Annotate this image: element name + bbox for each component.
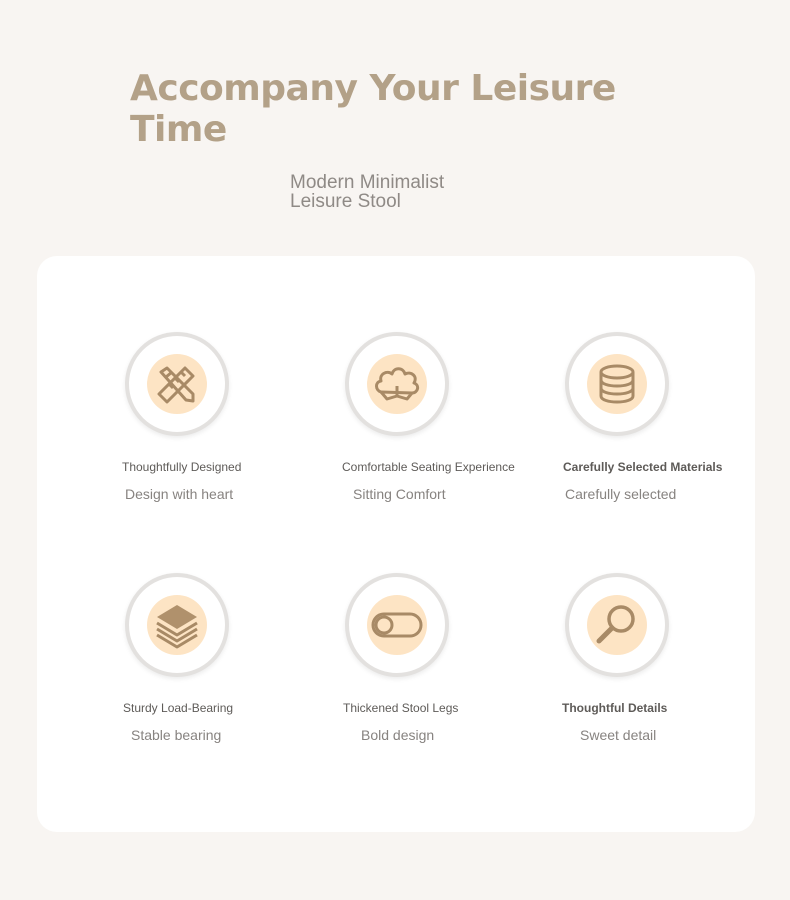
feature-item-designed [122,332,345,532]
feature-title: Thoughtful Details [562,701,668,715]
feature-item-seating [342,332,565,532]
feature-desc: Stable bearing [131,727,222,743]
hero-title: Accompany Your Leisure Time [130,68,616,150]
feature-item-load-bearing [125,573,345,773]
layers-icon [147,595,207,655]
feature-icon-ring [125,332,229,436]
features-card [37,256,755,832]
feature-icon-ring [345,573,449,677]
feature-icon-ring [565,573,669,677]
feature-desc: Sitting Comfort [353,486,446,502]
feature-title: Thickened Stool Legs [343,701,459,715]
ruler-pencil-icon [147,354,207,414]
material-stack-icon [587,354,647,414]
cotton-icon [367,354,427,414]
feature-desc: Sweet detail [580,727,657,743]
hero-subtitle-line2: Leisure Stool [290,191,401,212]
feature-title: Thoughtfully Designed [122,460,242,474]
feature-title: Comfortable Seating Experience [342,460,515,474]
feature-item-stool-legs [345,573,565,773]
feature-item-materials [565,332,785,532]
feature-item-details [562,573,785,773]
feature-icon-ring [125,573,229,677]
feature-desc: Design with heart [125,486,234,502]
feature-title: Sturdy Load-Bearing [123,701,234,715]
feature-icon-ring [565,332,669,436]
feature-title: Carefully Selected Materials [563,460,723,474]
stool-leg-icon [367,595,427,655]
feature-icon-ring [345,332,449,436]
feature-desc: Carefully selected [565,486,677,502]
hero-subtitle-line1: Modern Minimalist [290,172,445,193]
hero-subtitle [290,173,520,211]
feature-desc: Bold design [361,727,435,743]
magnifier-icon [587,595,647,655]
